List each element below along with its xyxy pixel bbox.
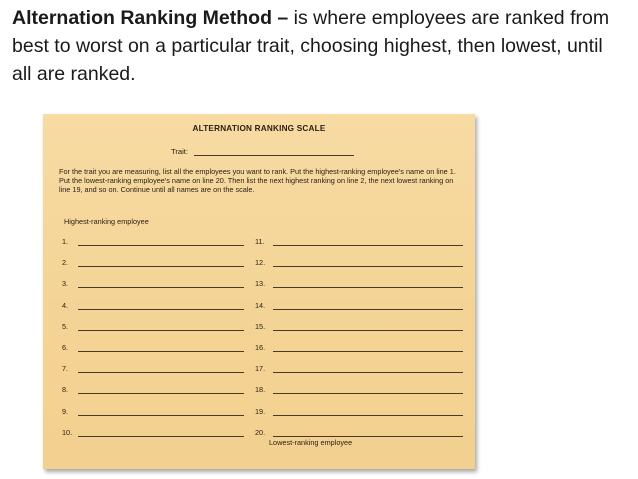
rank-blank-line <box>78 260 244 267</box>
rank-number: 9. <box>62 406 69 416</box>
rank-number: 20. <box>255 427 266 437</box>
rank-blank-line <box>78 387 244 394</box>
rank-number: 1. <box>62 237 69 246</box>
rank-number: 18. <box>255 385 266 395</box>
form-instructions: For the trait you are measuring, list all the employees you want to rank. Put the highest-ranking employee's name on line 1. Put the lowest-ranking employee's name on line 20. Then list the next highest ranking on line 2, the next lowest ranking on line 19, and so on. Continue until all names are on the scale. <box>59 167 456 195</box>
rank-blank-line <box>273 430 463 437</box>
rank-blank-line <box>78 345 244 352</box>
rank-number: 7. <box>62 364 69 374</box>
rank-line <box>62 427 244 437</box>
rank-blank-line <box>273 303 463 310</box>
term-heading: Alternation Ranking Method – <box>12 7 289 29</box>
rank-blank-line <box>273 409 463 416</box>
rank-number: 16. <box>255 343 266 352</box>
rank-line <box>255 363 463 373</box>
rank-number: 5. <box>62 321 69 331</box>
term-definition: is where employees are ranked from best to worst on a particular trait, choosing highest, then lowest, until all are ranked. <box>12 7 610 85</box>
rank-line <box>255 278 463 288</box>
rank-number: 14. <box>255 300 266 310</box>
rank-number: 12. <box>255 258 266 268</box>
rank-line <box>62 257 244 267</box>
ranking-scale-form <box>43 114 475 469</box>
rank-number: 6. <box>62 343 69 352</box>
rank-blank-line <box>78 430 244 437</box>
rank-line <box>255 406 463 416</box>
rank-number: 11. <box>255 237 265 246</box>
rank-line <box>62 300 244 310</box>
highest-ranking-caption: Highest-ranking employee <box>64 217 149 226</box>
rank-line <box>62 236 244 246</box>
trait-label: Trait: <box>171 147 189 156</box>
rank-number: 2. <box>62 258 69 268</box>
rank-number: 4. <box>62 300 69 310</box>
rank-line <box>255 427 463 437</box>
rank-blank-line <box>78 366 244 373</box>
rank-blank-line <box>273 345 463 352</box>
rank-blank-line <box>78 281 244 288</box>
rank-line <box>255 300 463 310</box>
rank-line <box>62 278 244 288</box>
slide-definition <box>12 4 624 88</box>
rank-blank-line <box>78 409 244 416</box>
rank-number: 17. <box>255 364 266 374</box>
rank-blank-line <box>273 281 463 288</box>
rank-line <box>62 342 244 352</box>
rank-blank-line <box>273 239 463 246</box>
rank-line <box>62 363 244 373</box>
rank-line <box>255 342 463 352</box>
form-title: ALTERNATION RANKING SCALE <box>192 124 326 133</box>
rank-line <box>255 257 463 267</box>
rank-line <box>62 406 244 416</box>
rank-blank-line <box>273 324 463 331</box>
rank-number: 10. <box>62 427 73 437</box>
rank-line <box>255 384 463 394</box>
rank-blank-line <box>78 239 244 246</box>
rank-blank-line <box>78 303 244 310</box>
rank-blank-line <box>273 260 463 267</box>
rank-number: 19. <box>255 406 266 416</box>
rank-blank-line <box>273 366 463 373</box>
lowest-ranking-caption: Lowest-ranking employee <box>269 438 353 447</box>
rank-line <box>62 384 244 394</box>
rank-number: 8. <box>62 385 69 395</box>
rank-blank-line <box>273 387 463 394</box>
rank-line <box>255 236 463 246</box>
rank-number: 13. <box>255 279 266 289</box>
rank-blank-line <box>78 324 244 331</box>
trait-field <box>171 147 354 156</box>
rank-number: 3. <box>62 279 69 289</box>
trait-blank-line <box>194 147 354 156</box>
rank-line <box>255 321 463 331</box>
rank-line <box>62 321 244 331</box>
rank-number: 15. <box>255 321 266 331</box>
